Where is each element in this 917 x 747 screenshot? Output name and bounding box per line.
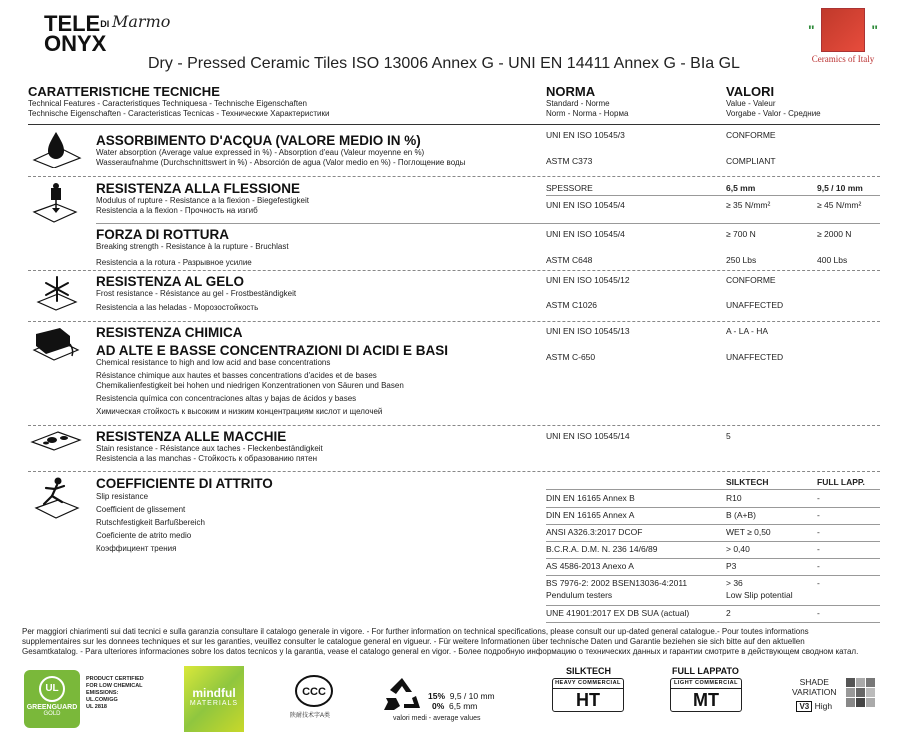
table-row-divider <box>546 605 880 606</box>
gg-text4: UL.COM/GG <box>86 697 118 703</box>
ccc-text: 陕耐技术字A类 <box>290 713 331 719</box>
recycle-pct2: 0% <box>432 701 445 711</box>
gg-text2: FOR LOW CHEMICAL <box>86 683 143 689</box>
char-sub2: Technische Eigenschaften - Caracteristicas Tecnicas - Технические Характеристики <box>28 109 330 118</box>
table-row-divider <box>546 541 880 542</box>
absorb-sub1: Water absorption (Average value expressed in %) - Absorption d'eau (Valeur moyenne en %) <box>96 148 425 157</box>
norma-header <box>546 84 628 119</box>
absorb-r2-val: COMPLIANT <box>726 156 776 166</box>
frost-title: RESISTENZA AL GELO <box>96 274 245 289</box>
break-sub2: Resistencia a la rotura - Разрывное усилие <box>96 258 252 267</box>
friction-cell: Pendulum testers <box>546 590 613 600</box>
valori-header <box>726 84 821 119</box>
lapp-bar: LIGHT COMMERCIAL <box>671 679 741 689</box>
valori-sub2: Vorgabe - Valor - Средние <box>726 109 821 118</box>
silktech-bar: HEAVY COMMERCIAL <box>553 679 623 689</box>
break-r2-v2: 400 Lbs <box>817 255 848 265</box>
friction-sub1: Slip resistance <box>96 492 149 501</box>
flex-sub1: Modulus of rupture - Resistance a la flexion - Biegefestigkeit <box>96 196 309 205</box>
friction-cell: - <box>817 608 820 618</box>
friction-cell: - <box>817 527 820 537</box>
table-row-divider <box>546 575 880 576</box>
divider <box>28 321 880 322</box>
table-row-divider <box>546 558 880 559</box>
friction-col-silktech: SILKTECH <box>726 477 769 487</box>
shade-variation <box>792 677 837 711</box>
brand-line1: TELE <box>44 11 101 36</box>
stain-block <box>96 429 323 464</box>
silktech-badge <box>552 678 624 712</box>
absorb-title: ASSORBIMENTO D'ACQUA (VALORE MEDIO IN %) <box>96 133 421 148</box>
friction-cell: - <box>817 544 820 554</box>
brand-line2: ONYX <box>44 31 107 56</box>
chem-title: RESISTENZA CHIMICA <box>96 325 243 340</box>
friction-cell: B (A+B) <box>726 510 756 520</box>
lapp-title: FULL LAPPATO <box>672 666 739 676</box>
recycle-pct1: 15% <box>428 691 446 701</box>
gg-text5: UL 2818 <box>86 704 107 710</box>
frost-sub2: Resistencia a las heladas - Морозостойкость <box>96 303 259 312</box>
friction-cell: - <box>817 561 820 571</box>
norma-sub2: Norm - Norma - Норма <box>546 109 629 118</box>
break-r2-norm: ASTM C648 <box>546 255 593 265</box>
shade-code: V3 <box>796 701 812 712</box>
table-row-divider <box>546 622 880 623</box>
friction-cell: - <box>817 493 820 503</box>
gg-text1: PRODUCT CERTIFIED <box>86 676 144 682</box>
friction-cell: WET ≥ 0,50 <box>726 527 771 537</box>
divider <box>28 176 880 177</box>
mindful-sub: MATERIALS <box>189 700 239 707</box>
shade-label2: VARIATION <box>792 687 837 697</box>
flex-block <box>96 181 309 216</box>
absorb-r2-norm: ASTM C373 <box>546 156 593 166</box>
frost-r1-val: CONFORME <box>726 275 776 285</box>
friction-cell: R10 <box>726 493 742 503</box>
footer-note2: supplementaires sur les donnees techniques et sur les garanties, veuillez consulter le catalogue general en vigueur. - Für weitere Informationen über technische Daten und Garantie beziehen sie sich bitte auf den aktuellen <box>22 637 805 646</box>
chem-sub5: Химическая стойкость к высоким и низким концентрациям кислот и щелочей <box>96 407 383 416</box>
break-r1-norm: UNI EN ISO 10545/4 <box>546 229 625 239</box>
divider <box>546 489 880 490</box>
water-drop-icon <box>32 128 82 168</box>
friction-cell: 2 <box>726 608 731 618</box>
mindful-label: mindful <box>192 686 236 700</box>
char-title: CARATTERISTICHE TECNICHE <box>28 84 220 99</box>
stain-icon <box>30 428 82 452</box>
table-row-divider <box>546 507 880 508</box>
absorb-block <box>96 133 465 168</box>
friction-cell: DIN EN 16165 Annex A <box>546 510 635 520</box>
recycle-values <box>428 691 495 711</box>
stain-r1-val: 5 <box>726 431 731 441</box>
absorb-r1-norm: UNI EN ISO 10545/3 <box>546 130 625 140</box>
stain-title: RESISTENZA ALLE MACCHIE <box>96 429 287 444</box>
chem-title2: AD ALTE E BASSE CONCENTRAZIONI DI ACIDI E BASI <box>96 343 449 358</box>
friction-cell: - <box>817 510 820 520</box>
recycle-val2: 6,5 mm <box>449 701 478 711</box>
break-r2-v1: 250 Lbs <box>726 255 757 265</box>
chem-sub3: Chemikalienfestigkeit bei hohen und niedrigen Konzentrationen von Säuren und Basen <box>96 381 404 390</box>
page-subtitle: Dry - Pressed Ceramic Tiles ISO 13006 Annex G - UNI EN 14411 Annex G - BIa GL <box>148 55 740 72</box>
stain-sub2: Resistencia a las manchas - Стойкость к образованию пятен <box>96 454 318 463</box>
divider <box>546 195 880 196</box>
shade-label1: SHADE <box>799 677 829 687</box>
svg-text:CCC: CCC <box>302 686 326 698</box>
char-header <box>28 84 329 119</box>
ccc-icon <box>294 674 334 708</box>
friction-title: COEFFICIENTE DI ATTRITO <box>96 476 273 491</box>
friction-cell: - <box>817 578 820 588</box>
brand-di: DI <box>100 19 110 29</box>
stain-r1-norm: UNI EN ISO 10545/14 <box>546 431 630 441</box>
greenguard-sub: GOLD <box>43 711 61 717</box>
char-sub1: Technical Features - Caracteristiques Techniquesa - Technische Eigenschaften <box>28 99 307 108</box>
friction-cell: B.C.R.A. D.M. N. 236 14/6/89 <box>546 544 658 554</box>
footer-note1: Per maggiori chiarimenti sui dati tecnici e sulla garanzia consultare il catalogo generale in vigore. - For further information on technical specifications, please consult our up-dated general catalogue.- Pour toutes informations <box>22 627 809 636</box>
flex-r1-norm: SPESSORE <box>546 183 593 193</box>
frost-block <box>96 274 296 313</box>
friction-cell: ANSI A326.3:2017 DCOF <box>546 527 643 537</box>
norma-sub1: Standard - Norme <box>546 99 610 108</box>
friction-col-fulllapp: FULL LAPP. <box>817 477 865 487</box>
friction-sub5: Коэффициент трения <box>96 544 177 553</box>
chem-block <box>96 325 448 417</box>
shade-level: High <box>814 701 833 711</box>
friction-sub3: Rutschfestigkeit Barfußbereich <box>96 518 205 527</box>
lapp-badge <box>670 678 742 712</box>
chem-r2-val: UNAFFECTED <box>726 352 784 362</box>
flexion-weight-icon <box>32 182 78 224</box>
footer-note <box>22 627 894 657</box>
friction-cell: > 0,40 <box>726 544 750 554</box>
chem-sub4: Resistencia química con concentraciones altas y bajas de ácidos y bases <box>96 394 357 403</box>
flex-sub2: Resistencia a la flexion - Прочность на изгиб <box>96 206 258 215</box>
ceramics-label: Ceramics of Italy <box>811 54 875 64</box>
frost-r2-norm: ASTM C1026 <box>546 300 598 310</box>
header-divider <box>28 124 880 125</box>
friction-sub4: Coeficiente de atrito medio <box>96 531 192 540</box>
chemical-container-icon <box>30 324 82 362</box>
flex-r2-norm: UNI EN ISO 10545/4 <box>546 200 625 210</box>
friction-cell: UNE 41901:2017 EX DB SUA (actual) <box>546 608 690 618</box>
friction-cell: BS 7976-2: 2002 BSEN13036-4:2011 <box>546 578 688 588</box>
chem-sub1: Chemical resistance to high and low acid and base concentrations <box>96 358 331 367</box>
friction-cell: > 36 <box>726 578 743 588</box>
greenguard-text <box>86 676 144 711</box>
friction-cell: Low Slip potential <box>726 590 793 600</box>
brand-logo <box>44 11 110 56</box>
absorb-r1-val: CONFORME <box>726 130 776 140</box>
break-sub1: Breaking strength - Resistance à la rupture - Bruchlast <box>96 242 289 251</box>
chem-r2-norm: ASTM C-650 <box>546 352 596 362</box>
norma-title: NORMA <box>546 84 596 99</box>
flex-r2-v2: ≥ 45 N/mm² <box>817 200 862 210</box>
frost-r2-val: UNAFFECTED <box>726 300 784 310</box>
break-r1-v2: ≥ 2000 N <box>817 229 852 239</box>
flex-r1-v1: 6,5 mm <box>726 183 756 193</box>
friction-sub2: Coefficient de glissement <box>96 505 186 514</box>
greenguard-label: GREENGUARD <box>26 704 78 711</box>
gg-text3: EMISSIONS: <box>86 690 119 696</box>
divider <box>28 425 880 426</box>
shade-grid-icon <box>846 678 876 716</box>
frost-sub1: Frost resistance - Résistance au gel - Frostbeständigkeit <box>96 289 297 298</box>
break-title: FORZA DI ROTTURA <box>96 227 229 242</box>
divider <box>96 223 880 224</box>
friction-cell: DIN EN 16165 Annex B <box>546 493 635 503</box>
valori-sub1: Value - Valeur <box>726 99 776 108</box>
valori-title: VALORI <box>726 84 775 99</box>
flex-r1-v2: 9,5 / 10 mm <box>817 183 863 193</box>
mindful-materials-badge <box>184 666 244 732</box>
recycle-icon <box>382 676 422 712</box>
absorb-sub2: Wasseraufnahme (Durchschnittswert in %) - Absorción de agua (Valor medio en %) - Поглощение воды <box>96 158 466 167</box>
recycle-note: valori medi - average values <box>393 715 481 722</box>
flex-r2-v1: ≥ 35 N/mm² <box>726 200 771 210</box>
break-r1-v1: ≥ 700 N <box>726 229 756 239</box>
recycle-val1: 9,5 / 10 mm <box>449 691 495 701</box>
brand-signature: Marmo <box>112 12 171 31</box>
friction-block <box>96 476 273 554</box>
lapp-code: MT <box>693 690 719 710</box>
snowflake-icon <box>36 274 78 312</box>
flex-title: RESISTENZA ALLA FLESSIONE <box>96 181 301 196</box>
frost-r1-norm: UNI EN ISO 10545/12 <box>546 275 630 285</box>
chem-sub2: Résistance chimique aux hautes et basses concentrations d'acides et de bases <box>96 371 377 380</box>
silktech-title: SILKTECH <box>566 666 611 676</box>
silktech-code: HT <box>576 690 600 710</box>
footer-note3: Gesamtkatalog. - Para ulteriores informaciones sobre los datos tecnicos y la garantia, vease el catalogo general en vigor. - Более подробную информацию о технических данных и гарантии смотрите в действующем сводном катал. <box>22 647 859 656</box>
divider <box>28 270 880 271</box>
ceramics-logo-mark <box>821 8 865 52</box>
break-block <box>96 227 289 268</box>
slip-person-icon <box>34 476 80 520</box>
divider <box>28 471 880 472</box>
table-row-divider <box>546 524 880 525</box>
ceramics-of-italy-logo: " " Ceramics of Italy <box>808 8 878 64</box>
friction-cell: AS 4586-2013 Anexo A <box>546 561 634 571</box>
chem-r1-norm: UNI EN ISO 10545/13 <box>546 326 630 336</box>
friction-cell: P3 <box>726 561 737 571</box>
chem-r1-val: A - LA - HA <box>726 326 769 336</box>
greenguard-badge: UL GREENGUARD GOLD <box>24 670 80 728</box>
stain-sub1: Stain resistance - Résistance aux taches - Fleckenbeständigkeit <box>96 444 323 453</box>
